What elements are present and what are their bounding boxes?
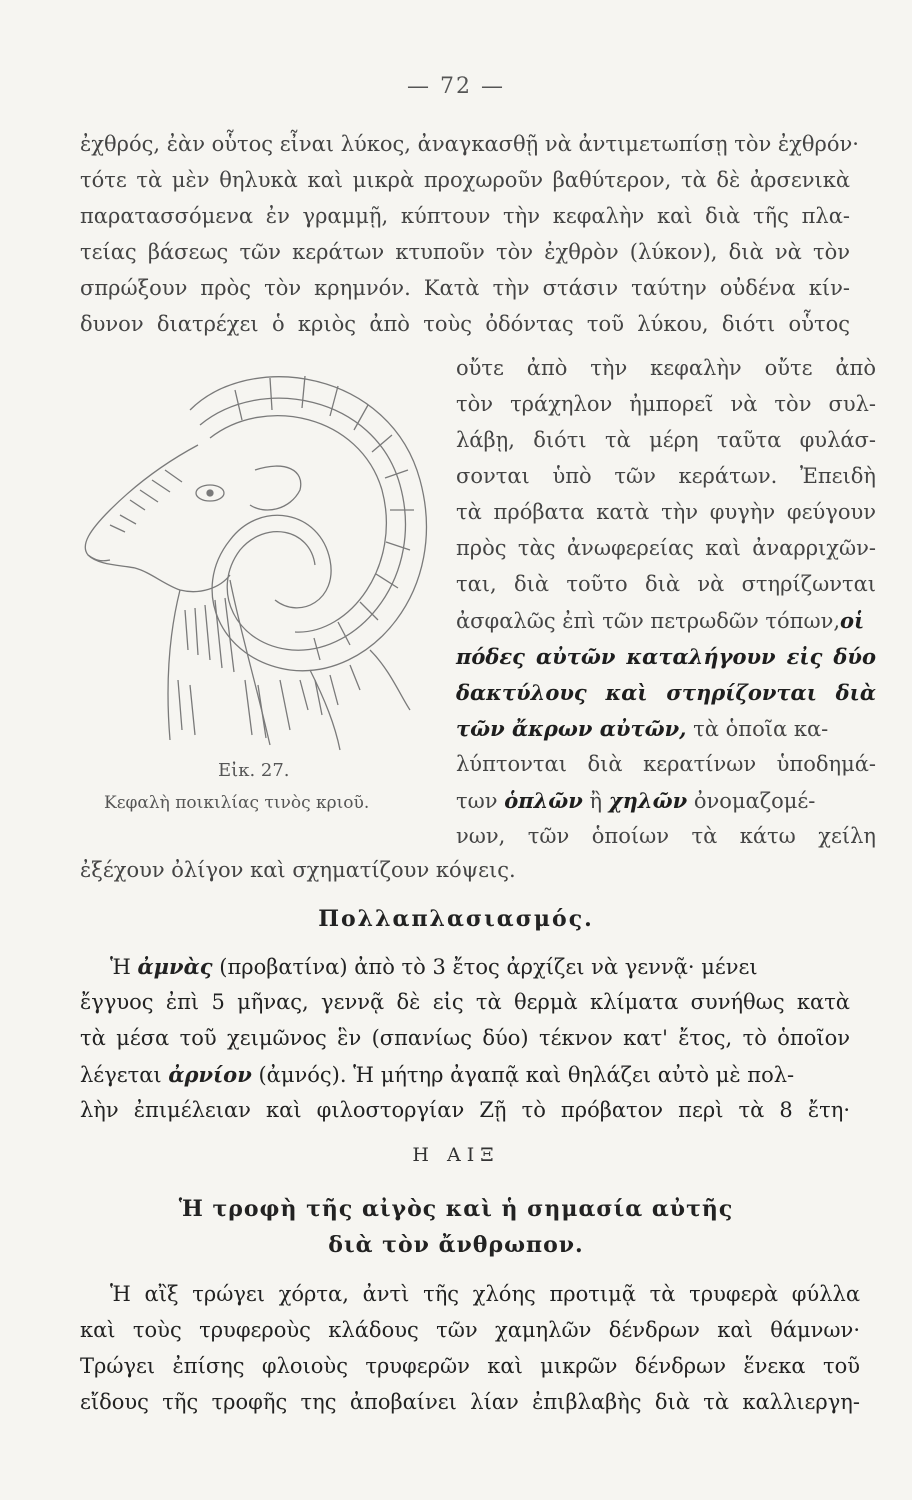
text-line: σπρώξουν πρὸς τὸν κρημνόν. Κατὰ τὴν στάσιν ταύτην οὐδένα κίν-: [80, 276, 850, 300]
bold-text-line: πόδες αὐτῶν καταλήγουν εἰς δύο: [456, 644, 876, 669]
text-span: (προβατίνα) ἀπὸ τὸ 3 ἔτος ἀρχίζει νὰ γεννᾷ· μένει: [212, 955, 758, 979]
text-span: των: [456, 789, 505, 813]
text-line: εἴδους τῆς τροφῆς της ἀποβαίνει λίαν ἐπιβλαβὴς διὰ τὰ καλλιεργη-: [80, 1390, 860, 1414]
chapter-title: Η ΑΙΞ: [412, 1144, 500, 1166]
text-line: ἐξέχουν ὀλίγον καὶ σχηματίζουν κόψεις.: [80, 858, 516, 882]
text-line: καὶ τοὺς τρυφεροὺς κλάδους τῶν χαμηλῶν δένδρων καὶ θάμνων·: [80, 1318, 860, 1342]
text-line: λάβῃ, διότι τὰ μέρη ταῦτα φυλάσ-: [456, 428, 876, 452]
page-number: — 72 —: [407, 74, 505, 99]
text-line: σονται ὑπὸ τῶν κεράτων. Ἐπειδὴ: [456, 464, 876, 488]
text-line: ἐχθρός, ἐὰν οὗτος εἶναι λύκος, ἀναγκασθῇ νὰ ἀντιμετωπίσῃ τὸν ἐχθρόν·: [80, 132, 859, 156]
text-line: [456, 790, 876, 812]
text-span: Ἡ: [110, 955, 138, 979]
text-line: τὸν τράχηλον ἠμπορεῖ νὰ τὸν συλ-: [456, 392, 876, 416]
section-heading: διὰ τὸν ἄνθρωπον.: [328, 1232, 584, 1258]
bold-text-line: δακτύλους καὶ στηρίζονται διὰ: [456, 680, 876, 705]
section-heading: Ἡ τροφὴ τῆς αἰγὸς καὶ ἡ σημασία αὐτῆς: [178, 1196, 734, 1222]
text-span: (ἀμνός). Ἡ μήτηρ ἀγαπᾷ καὶ θηλάζει αὐτὸ μὲ πολ-: [251, 1063, 795, 1087]
bold-text: τῶν ἄκρων αὐτῶν,: [456, 716, 687, 741]
text-line: Ἡ αἲξ τρώγει χόρτα, ἀντὶ τῆς χλόης προτιμᾷ τὰ τρυφερὰ φύλλα: [110, 1282, 860, 1306]
text-line: λὴν ἐπιμέλειαν καὶ φιλοστοργίαν Ζῇ τὸ πρόβατον περὶ τὰ 8 ἔτη·: [80, 1098, 850, 1122]
text-line: [456, 610, 876, 632]
text-line: τὰ πρόβατα κατὰ τὴν φυγὴν φεύγουν: [456, 500, 876, 524]
figure-label: Εἰκ. 27.: [218, 760, 290, 781]
text-line: Τρώγει ἐπίσης φλοιοὺς τρυφερῶν καὶ μικρῶν δένδρων ἕνεκα τοῦ: [80, 1354, 860, 1378]
bold-text: οἱ: [840, 608, 865, 633]
text-line: τείας βάσεως τῶν κεράτων κτυποῦν τὸν ἐχθρὸν (λύκον), διὰ νὰ τὸν: [80, 240, 850, 264]
text-line: δυνον διατρέχει ὁ κριὸς ἀπὸ τοὺς ὀδόντας τοῦ λύκου, διότι οὗτος: [80, 312, 850, 336]
text-line: ἔγγυος ἐπὶ 5 μῆνας, γεννᾷ δὲ εἰς τὰ θερμὰ κλίματα συνήθως κατὰ: [80, 990, 850, 1014]
text-span: τὰ ὁποῖα κα-: [686, 717, 829, 741]
text-line: νων, τῶν ὁποίων τὰ κάτω χείλη: [456, 824, 876, 848]
text-line: [456, 718, 876, 740]
bold-text: ἀμνὰς: [137, 954, 213, 979]
text-line: τὰ μέσα τοῦ χειμῶνος ἓν (σπανίως δύο) τέκνον κατ' ἔτος, τὸ ὁποῖον: [80, 1026, 850, 1050]
text-line: τότε τὰ μὲν θηλυκὰ καὶ μικρὰ προχωροῦν βαθύτερον, τὰ δὲ ἀρσενικὰ: [80, 168, 850, 192]
text-span: ἀσφαλῶς ἐπὶ τῶν πετρωδῶν τόπων,: [456, 609, 841, 633]
text-line: [80, 1064, 850, 1086]
text-line: ται, διὰ τοῦτο διὰ νὰ στηρίζωνται: [456, 572, 876, 596]
text-line: [110, 956, 850, 978]
text-line: πρὸς τὰς ἀνωφερείας καὶ ἀναρριχῶν-: [456, 536, 876, 560]
bold-text: χηλῶν: [608, 788, 688, 813]
text-line: λύπτονται διὰ κερατίνων ὑποδημά-: [456, 752, 876, 776]
bold-text: ὁπλῶν: [504, 788, 583, 813]
text-line: οὔτε ἀπὸ τὴν κεφαλὴν οὔτε ἀπὸ: [456, 356, 876, 380]
figure-caption: Κεφαλὴ ποικιλίας τινὸς κριοῦ.: [104, 793, 370, 813]
section-heading: Πολλαπλασιασμός.: [318, 906, 594, 932]
text-span: λέγεται: [80, 1063, 169, 1087]
text-line: παρατασσόμενα ἐν γραμμῇ, κύπτουν τὴν κεφαλὴν καὶ διὰ τῆς πλα-: [80, 204, 850, 228]
text-span: ἢ: [582, 789, 609, 813]
text-span: ὀνομαζομέ-: [687, 789, 816, 813]
bold-text: ἀρνίον: [168, 1062, 252, 1087]
ram-head-illustration: [70, 350, 450, 760]
